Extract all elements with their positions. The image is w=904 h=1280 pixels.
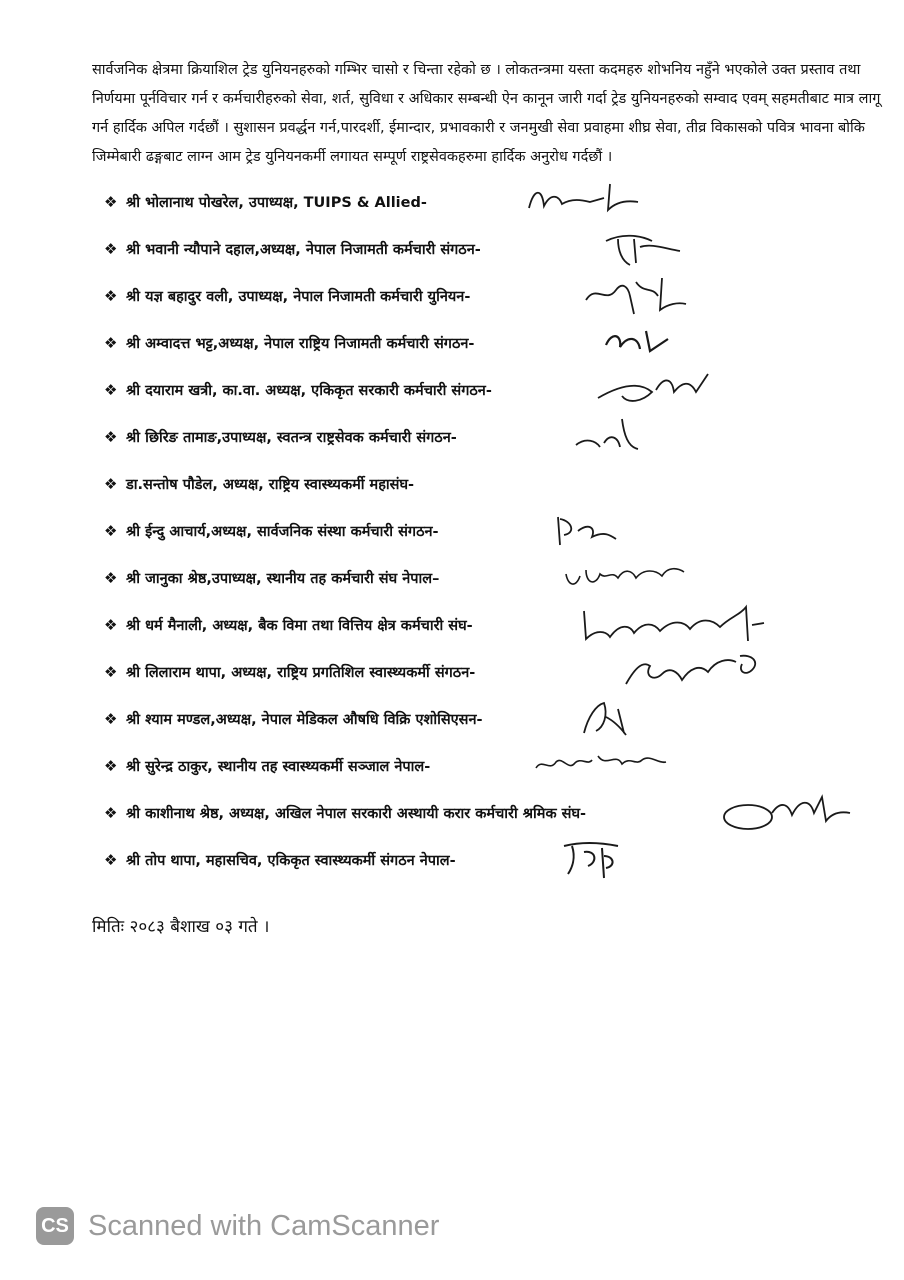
handwritten-signature: [552, 509, 632, 553]
signatory-row: [104, 225, 586, 272]
signatory-row: [104, 648, 586, 695]
signatory-row: [104, 742, 586, 789]
signatory-text: डा.सन्तोष पौडेल, अध्यक्ष, राष्ट्रिय स्वास्थ्यकर्मी महासंघ-: [126, 476, 415, 493]
signatory-text: श्री अम्वादत्त भट्ट,अध्यक्ष, नेपाल राष्ट्रिय निजामती कर्मचारी संगठन-: [126, 335, 475, 352]
signatory-row: [104, 413, 586, 460]
handwritten-signature: [562, 556, 692, 596]
handwritten-signature: [570, 415, 650, 459]
signatory-text: श्री काशीनाथ श्रेष्ठ, अध्यक्ष, अखिल नेपाल सरकारी अस्थायी करार कर्मचारी श्रमिक संघ-: [126, 805, 587, 822]
scanner-watermark: [36, 1207, 439, 1245]
signatory-row: [104, 695, 586, 742]
diamond-bullet-icon: ❖: [104, 333, 118, 352]
intro-paragraph: सार्वजनिक क्षेत्रमा क्रियाशिल ट्रेड युनियनहरुको गम्भिर चासो र चिन्ता रहेको छ । लोकतन्त्रमा यस्ता कदमहरु शोभनिय नहुँने भएकोले उक्त प्रस्ताव तथा निर्णयमा पूर्नविचार गर्न र कर्मचारीहरुको सेवा, शर्त, सुविधा र अधिकार सम्बन्धी ऐन कानून जारी गर्दा ट्रेड युनियनहरुको सम्वाद एवम् सहमतीबाट मात्र लागू गर्न हार्दिक अपिल गर्दछौं । सुशासन प्रवर्द्धन गर्न,पारदर्शी, ईमान्दार, प्रभावकारी र जनमुखी सेवा प्रवाहमा शीघ्र सेवा, तीव्र विकासको पवित्र भावना बोकि जिम्मेबारी ढङ्गबाट लाग्न आम ट्रेड युनियनकर्मी लगायत सम्पूर्ण राष्ट्रसेवकहरुमा हार्दिक अनुरोध गर्दछौं ।: [92, 62, 881, 165]
diamond-bullet-icon: ❖: [104, 427, 118, 446]
handwritten-signature: [558, 838, 628, 882]
signatory-row: [104, 366, 586, 413]
signatory-text: श्री छिरिङ तामाङ,उपाध्यक्ष, स्वतन्त्र राष्ट्रसेवक कर्मचारी संगठन-: [126, 429, 457, 446]
diamond-bullet-icon: ❖: [104, 568, 118, 587]
diamond-bullet-icon: ❖: [104, 709, 118, 728]
diamond-bullet-icon: ❖: [104, 756, 118, 775]
diamond-bullet-icon: ❖: [104, 850, 118, 869]
diamond-bullet-icon: ❖: [104, 662, 118, 681]
signatory-text: श्री दयाराम खत्री, का.वा. अध्यक्ष, एकिकृत सरकारी कर्मचारी संगठन-: [126, 382, 492, 399]
watermark-text: Scanned with CamScanner: [88, 1209, 440, 1242]
signatory-row: [104, 178, 586, 225]
signatory-text: श्री लिलाराम थापा, अध्यक्ष, राष्ट्रिय प्रगतिशिल स्वास्थ्यकर्मी संगठन-: [126, 664, 476, 681]
signatory-row: [104, 836, 586, 883]
signatory-text: श्री भोलानाथ पोखरेल, उपाध्यक्ष, TUIPS & Allied-: [126, 194, 427, 211]
signatory-row: [104, 507, 586, 554]
diamond-bullet-icon: ❖: [104, 474, 118, 493]
handwritten-signature: [532, 744, 682, 784]
handwritten-signature: [524, 180, 644, 220]
date-line: मितिः २०८३ बैशाख ०३ गते ।: [92, 917, 270, 937]
signatory-row: [104, 460, 586, 507]
signatory-row: [104, 554, 586, 601]
signatory-row: [104, 272, 586, 319]
diamond-bullet-icon: ❖: [104, 803, 118, 822]
handwritten-signature: [600, 321, 680, 361]
signatory-list: [104, 178, 586, 883]
diamond-bullet-icon: ❖: [104, 286, 118, 305]
signatory-row: [104, 319, 586, 366]
diamond-bullet-icon: ❖: [104, 192, 118, 211]
handwritten-signature: [592, 368, 722, 412]
signatory-text: श्री यज्ञ बहादुर वली, उपाध्यक्ष, नेपाल निजामती कर्मचारी युनियन-: [126, 288, 471, 305]
signatory-row: [104, 601, 586, 648]
diamond-bullet-icon: ❖: [104, 615, 118, 634]
handwritten-signature: [580, 603, 770, 647]
diamond-bullet-icon: ❖: [104, 239, 118, 258]
handwritten-signature: [600, 227, 690, 269]
handwritten-signature: [582, 274, 692, 318]
signatory-text: श्री तोप थापा, महासचिव, एकिकृत स्वास्थ्यकर्मी संगठन नेपाल-: [126, 852, 456, 869]
diamond-bullet-icon: ❖: [104, 380, 118, 399]
signatory-text: श्री सुरेन्द्र ठाकुर, स्थानीय तह स्वास्थ्यकर्मी सञ्जाल नेपाल-: [126, 758, 431, 775]
handwritten-signature: [574, 697, 644, 741]
signatory-text: श्री जानुका श्रेष्ठ,उपाध्यक्ष, स्थानीय तह कर्मचारी संघ नेपाल–: [126, 570, 440, 587]
signatory-text: श्री ईन्दु आचार्य,अध्यक्ष, सार्वजनिक संस्था कर्मचारी संगठन-: [126, 523, 439, 540]
camscanner-logo-icon: CS: [36, 1207, 74, 1245]
signatory-row: [104, 789, 586, 836]
handwritten-signature: [718, 791, 858, 835]
signatory-text: श्री भवानी न्यौपाने दहाल,अध्यक्ष, नेपाल निजामती कर्मचारी संगठन-: [126, 241, 481, 258]
diamond-bullet-icon: ❖: [104, 521, 118, 540]
signatory-text: श्री श्याम मण्डल,अध्यक्ष, नेपाल मेडिकल औषधि विक्रि एशोसिएसन-: [126, 711, 483, 728]
signatory-text: श्री धर्म मैनाली, अध्यक्ष, बैक विमा तथा वित्तिय क्षेत्र कर्मचारी संघ-: [126, 617, 473, 634]
handwritten-signature: [620, 650, 770, 694]
